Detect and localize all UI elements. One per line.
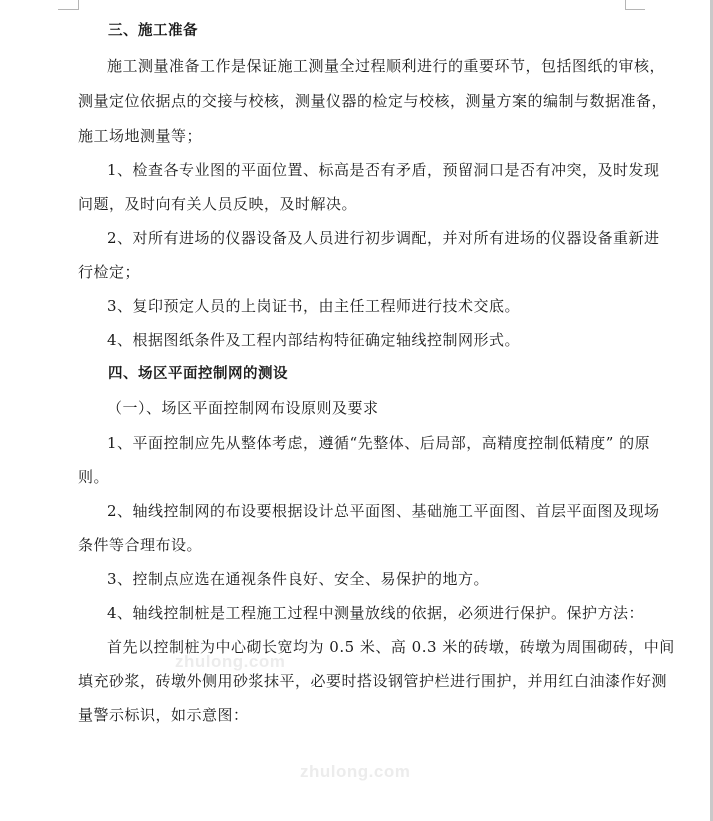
paragraph-line: 填充砂浆，砖墩外侧用砂浆抹平，必要时搭设钢管护栏进行围护，并用红白油漆作好测 [78,672,668,690]
list-item-continuation: 问题，及时向有关人员反映，及时解决。 [78,195,358,213]
list-item: 1、检查各专业图的平面位置、标高是否有矛盾，预留洞口是否有冲突，及时发现 [107,161,660,179]
paragraph-line: 测量定位依据点的交接与校核，测量仪器的检定与校核，测量方案的编制与数据准备， [78,92,668,110]
watermark-text: zhulong.com [175,652,286,671]
list-item: 1、平面控制应先从整体考虑，遵循“先整体、后局部，高精度控制低精度” 的原 [107,434,651,452]
page-corner-mark-left-vertical [58,0,79,10]
list-item: 2、轴线控制网的布设要根据设计总平面图、基础施工平面图、首层平面图及现场 [107,502,660,520]
paragraph-line: 施工场地测量等； [78,127,203,145]
list-item-continuation: 行检定； [78,263,141,281]
list-item-continuation: 条件等合理布设。 [78,536,203,554]
list-item: 3、控制点应选在通视条件良好、安全、易保护的地方。 [107,570,490,588]
section-heading: 四、场区平面控制网的测设 [108,366,288,382]
list-item: 4、轴线控制桩是工程施工过程中测量放线的依据，必须进行保护。保护方法： [107,604,645,622]
list-item: 4、根据图纸条件及工程内部结构特征确定轴线控制网形式。 [107,331,521,349]
section-heading: 三、施工准备 [108,23,198,39]
paragraph-line: 施工测量准备工作是保证施工测量全过程顺利进行的重要环节，包括图纸的审核， [107,57,666,75]
subsection-heading: （一）、场区平面控制网布设原则及要求 [107,399,379,417]
paragraph-line: 量警示标识，如示意图： [78,706,249,724]
list-item-continuation: 则。 [78,468,110,486]
watermark-text: zhulong.com [300,762,411,781]
list-item: 2、对所有进场的仪器设备及人员进行初步调配，并对所有进场的仪器设备重新进 [107,229,660,247]
list-item: 3、复印预定人员的上岗证书，由主任工程师进行技术交底。 [107,297,521,315]
paragraph-line: 首先以控制桩为中心砌长宽均为 0.5 米、高 0.3 米的砖墩，砖墩为周围砌砖，中间 [107,638,675,656]
page-corner-mark-right-horizontal [625,9,645,10]
